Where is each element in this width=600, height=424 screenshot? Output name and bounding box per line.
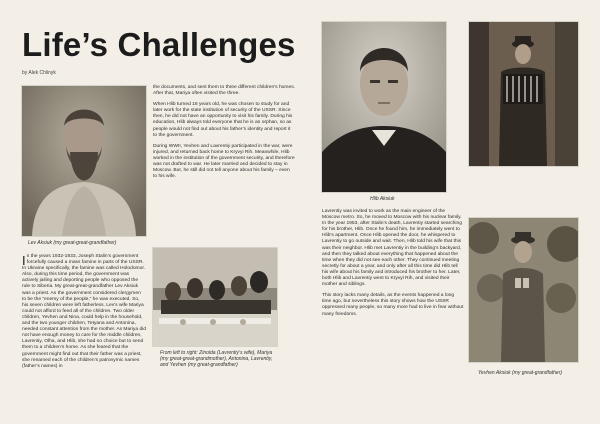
hlib-caption: Hlib Aksiuk [370, 196, 395, 202]
lev-portrait-photo [22, 86, 146, 236]
accordion-player-photo [469, 22, 578, 166]
article-column-1 [22, 254, 146, 375]
portrait-icon [469, 218, 578, 362]
portrait-icon [322, 22, 446, 192]
yevhen-caption: Yevhen Aksiuk (my great-grandfather) [478, 370, 563, 376]
paragraph: the documents, and sent them to three different children’s homes. After that, Mariya often visited the three. [153, 85, 296, 97]
byline: by Alek Chlinyk [22, 70, 56, 76]
page-title: Life’s Challenges [22, 26, 296, 63]
lev-caption: Lev Aksiuk (my great-great-grandfather) [28, 240, 117, 246]
article-column-3 [322, 209, 464, 323]
yevhen-outdoor-photo [469, 218, 578, 362]
paragraph: Lavrentiy was invited to work as the main engineer of the Moscow metro. So, he moved to Moscow with his nuclear family. In the year 1953, after Stalin’s death, Lavrentiy started searching for his brother, Hlib. Once he found him, he immediately went to Hlib’s apartment. Once Hlib opened the door, he whispered to Lavrentiy to go outside and wait. Then, Hlib told his wife that this was their neighbor. Hlib met Lavrentiy in the building’s backyard, and then they talked about everything that happened about the time when they did not see each other. They continued meeting secretly for about a year, and only after all this time did Hlib tell his wife about his family and introduced his brother to her. Later, both Hlib and Lavrentiy went to Kryvyi Rih, and visited their mother and siblings. [322, 209, 462, 288]
paragraph: This story lacks many details, as the events happened a long time ago, but nevertheless this story shows how the USSR oppressed many people, so many more had to live in fear without many freedoms. [322, 293, 464, 317]
hlib-portrait-photo [322, 22, 446, 192]
paragraph: During WWII, Yevhen and Lavrentiy participated in the war, were injured, and returned back home to Kryvyi Rih. Meanwhile, Hlib worked in the institution of the government security, and therefore was not drafted to war. He later married and decided to stay in Moscow. But, he still did not tell anyone about his family – even to his wife. [153, 143, 295, 180]
portrait-icon [22, 86, 146, 236]
group-photo-icon [153, 248, 277, 346]
paragraph: n the years 1932-1933, Joseph Stalin’s government forcefully caused a mass famine in parts of the USSR. In Ukraine specifically, the famine was called Holodomor. Also, during this time period, the government was actively jailing and deporting people who opposed the rule to Siberia. My great-great-grandfather Lev Aksiuk was a priest. As the government considered clergymen to be the “enemy of the people,” he was executed. So, his seven children were left fatherless. Lev’s wife Mariya could not afford to feed all of the children. Two older children, Yevhen and Nina, could help in the household, and the two younger children, Tetyana and Antonina, needed constant attention from the mother. As Mariya did not have enough money to care for the middle children, Lavrentiy, Olha, and Hlib, she had no choice but to send them to a children’s home. As she feared that the government might find out that their father was a priest, she renamed each of the children’s patronymic names (father’s names) in [22, 254, 146, 369]
paragraph: When Hlib turned 18 years old, he was chosen to study for and later work for the state institution of security of the USSR. Since then, he did not have an opportunity to visit his family. During his education, Hlib always told everyone that he is an orphan, so as people would not find out about his father’s identity and report it to the government. [153, 102, 293, 138]
accordion-icon [469, 22, 578, 166]
article-column-2 [153, 85, 295, 185]
drop-cap: I [22, 253, 26, 268]
group-photo [153, 248, 277, 346]
group-caption: From left to right: Zinoida (Lavrentiy’s wife), Mariya (my great-great-grandmother), Antonina, Lavrentiy, and Yevhen (my great-grandfather) [160, 350, 273, 369]
